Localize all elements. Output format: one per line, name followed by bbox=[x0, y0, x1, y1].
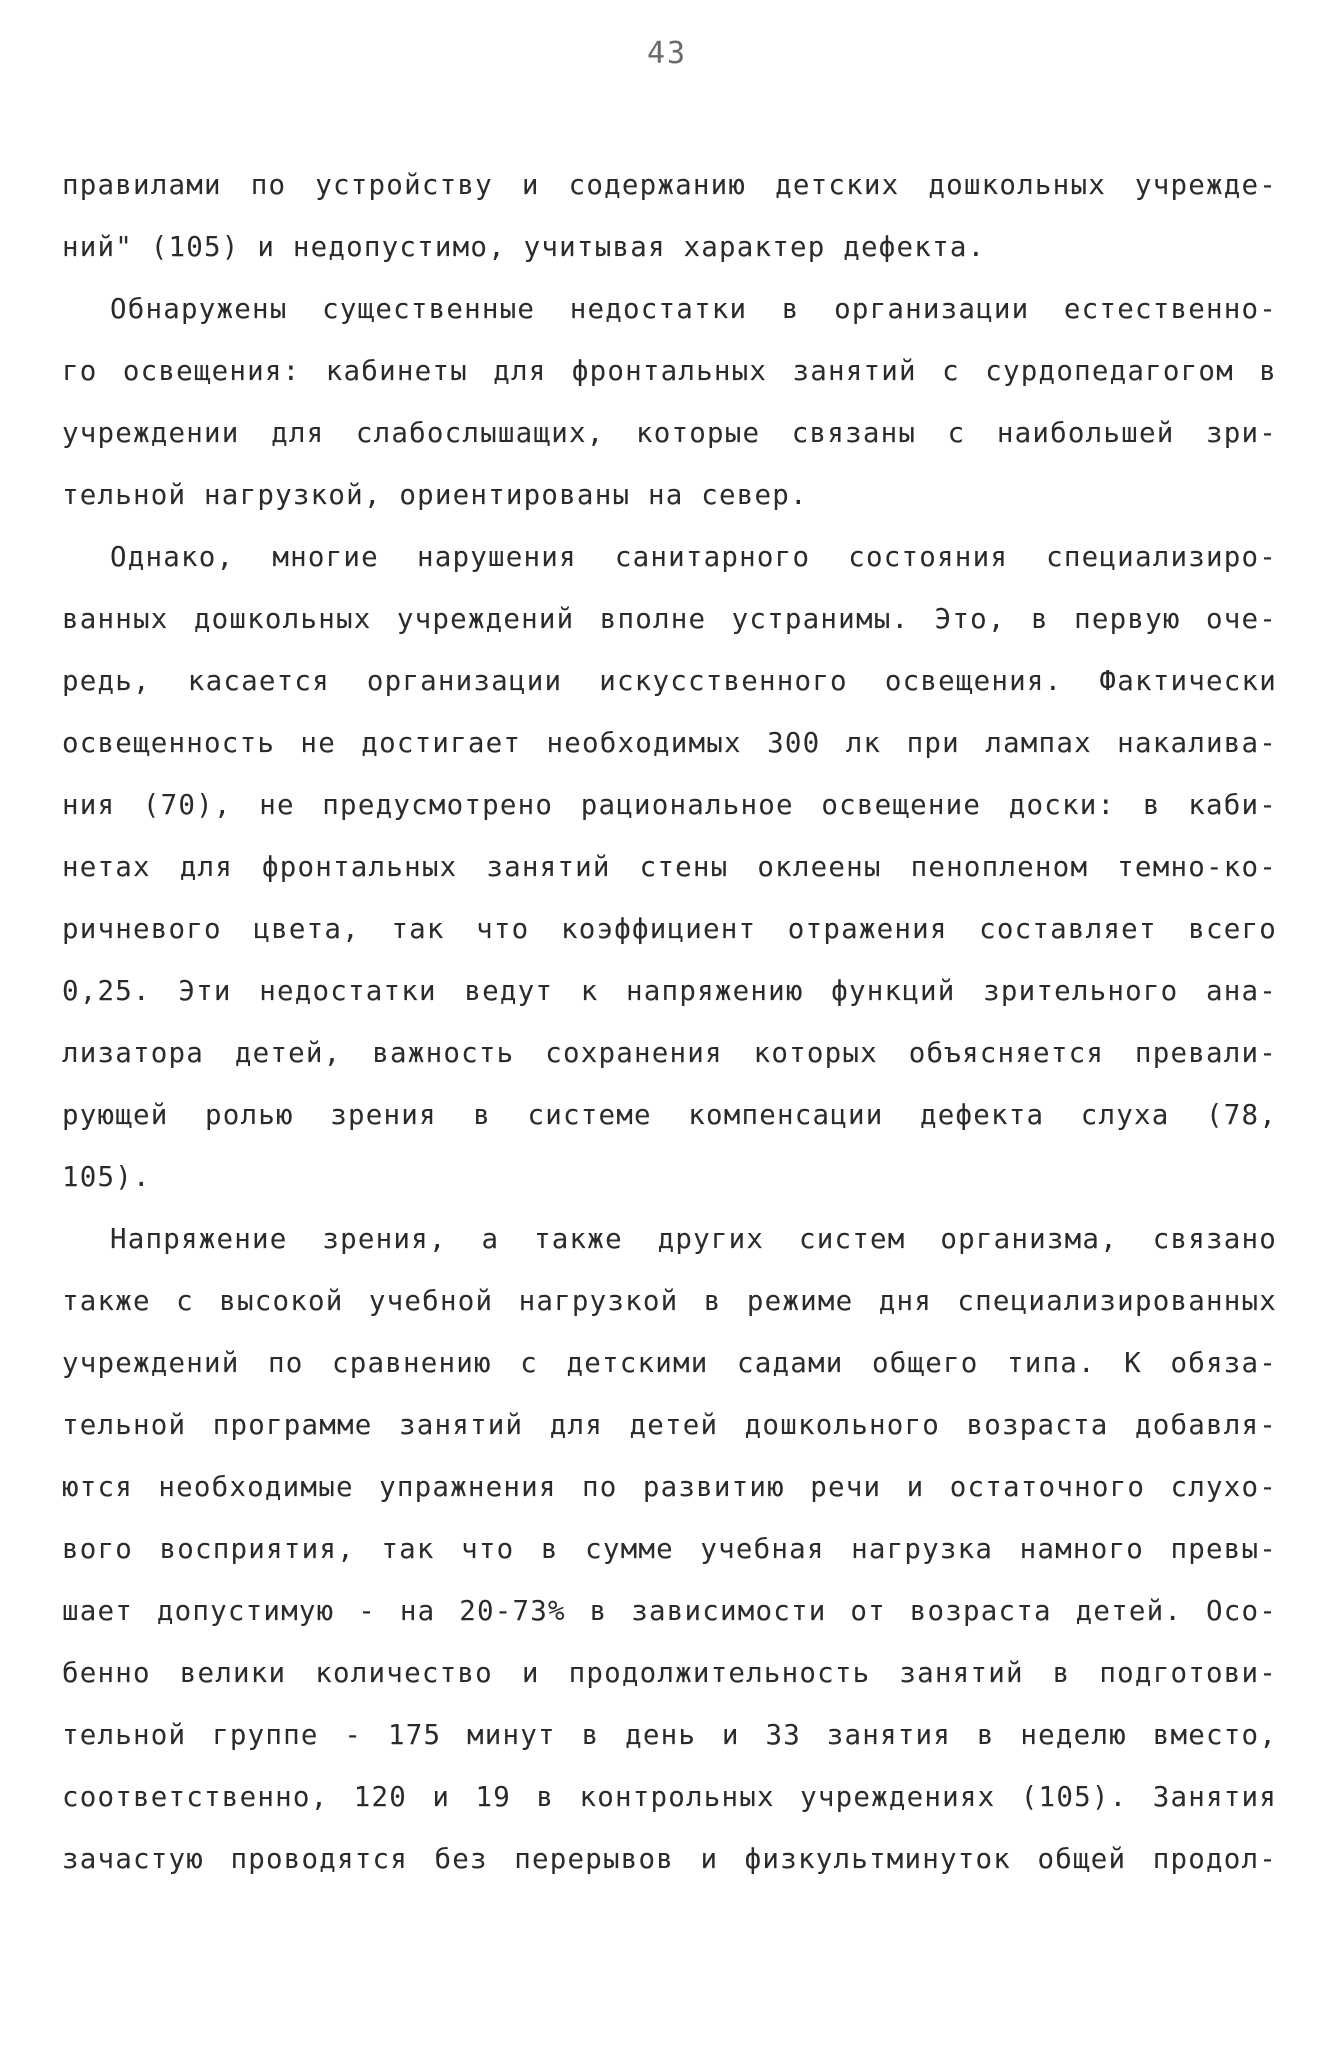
text-line: бенно велики количество и продолжительность занятий в подготови- bbox=[62, 1657, 1277, 1689]
text-line: 105). bbox=[62, 1161, 151, 1193]
text-line: редь, касается организации искусственного освещения. Фактически bbox=[62, 665, 1277, 697]
text-line: вого восприятия, так что в сумме учебная нагрузка намного превы- bbox=[62, 1533, 1277, 1565]
text-line: также с высокой учебной нагрузкой в режиме дня специализированных bbox=[62, 1285, 1277, 1317]
text-line: Обнаружены существенные недостатки в организации естественно- bbox=[110, 293, 1277, 325]
text-line: Однако, многие нарушения санитарного состояния специализиро- bbox=[110, 541, 1277, 573]
text-line: шает допустимую - на 20-73% в зависимости от возраста детей. Осо- bbox=[62, 1595, 1277, 1627]
text-line: рующей ролью зрения в системе компенсации дефекта слуха (78, bbox=[62, 1099, 1277, 1131]
text-line: соответственно, 120 и 19 в контрольных учреждениях (105). Занятия bbox=[62, 1781, 1277, 1813]
text-line: го освещения: кабинеты для фронтальных занятий с сурдопедагогом в bbox=[62, 355, 1277, 387]
text-line: тельной группе - 175 минут в день и 33 занятия в неделю вместо, bbox=[62, 1719, 1277, 1751]
text-line: 0,25. Эти недостатки ведут к напряжению функций зрительного ана- bbox=[62, 975, 1277, 1007]
text-line: нетах для фронтальных занятий стены оклеены пенопленом темно-ко- bbox=[62, 851, 1277, 883]
text-line: ванных дошкольных учреждений вполне устранимы. Это, в первую оче- bbox=[62, 603, 1277, 635]
text-line: учреждений по сравнению с детскими садами общего типа. К обяза- bbox=[62, 1347, 1277, 1379]
text-line: ний" (105) и недопустимо, учитывая характер дефекта. bbox=[62, 231, 986, 263]
page-number: 43 bbox=[646, 36, 688, 71]
text-line: освещенность не достигает необходимых 300 лк при лампах накалива- bbox=[62, 727, 1277, 759]
text-line: ются необходимые упражнения по развитию речи и остаточного слухо- bbox=[62, 1471, 1277, 1503]
text-line: тельной программе занятий для детей дошкольного возраста добавля- bbox=[62, 1409, 1277, 1441]
text-line: ричневого цвета, так что коэффициент отражения составляет всего bbox=[62, 913, 1277, 945]
text-line: зачастую проводятся без перерывов и физкультминуток общей продол- bbox=[62, 1843, 1277, 1875]
body-text bbox=[62, 154, 1277, 1890]
text-line: Напряжение зрения, а также других систем организма, связано bbox=[110, 1223, 1277, 1255]
text-line: правилами по устройству и содержанию детских дошкольных учрежде- bbox=[62, 169, 1277, 201]
text-line: тельной нагрузкой, ориентированы на север. bbox=[62, 479, 808, 511]
text-line: лизатора детей, важность сохранения которых объясняется превали- bbox=[62, 1037, 1277, 1069]
text-line: учреждении для слабослышащих, которые связаны с наибольшей зри- bbox=[62, 417, 1277, 449]
text-line: ния (70), не предусмотрено рациональное освещение доски: в каби- bbox=[62, 789, 1277, 821]
